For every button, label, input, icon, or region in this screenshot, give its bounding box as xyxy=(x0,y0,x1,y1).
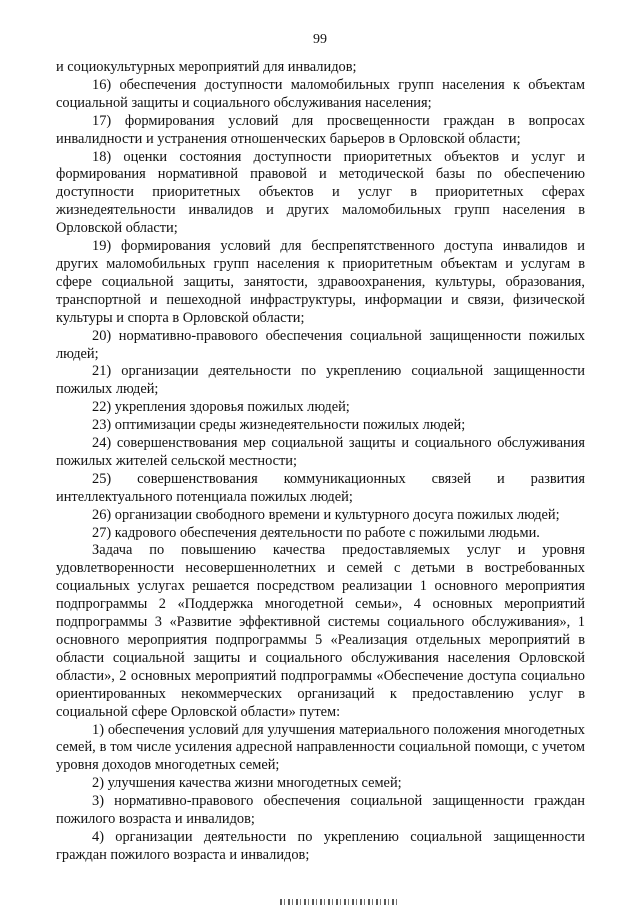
list-item-26: 26) организации свободного времени и культурного досуга пожилых людей; xyxy=(92,506,560,523)
list-item-17: 17) формирования условий для просвещенности граждан в вопросах инвалидности и устранения отношенческих барьеров в Орловской области; xyxy=(56,112,585,147)
page-number: 99 xyxy=(313,32,327,47)
list-item-20: 20) нормативно-правового обеспечения социальной защищенности пожилых людей; xyxy=(56,327,585,362)
list-item-23: 23) оптимизации среды жизнедеятельности пожилых людей; xyxy=(92,417,466,434)
list-item-24: 24) совершенствования мер социальной защиты и социального обслуживания пожилых жителей сельской местности; xyxy=(56,435,585,469)
list-item-19: 19) формирования условий для беспрепятственного доступа инвалидов и других маломобильных групп населения к приоритетным объектам и услугам в сфере социальной защиты, занятости, здравоохранения, культуры, образования, транспортной и пешеходной инфраструктуры, информации и связи, физической культуры и спорта в Орловской области; xyxy=(56,238,585,326)
task-item-1: 1) обеспечения условий для улучшения материального положения многодетных семей, в том числе усиления адресной направленности социальной помощи, с учетом уровня доходов многодетных семей; xyxy=(56,721,585,774)
scan-artifact xyxy=(280,899,400,905)
list-item-21: 21) организации деятельности по укреплению социальной защищенности пожилых людей; xyxy=(56,363,585,398)
task-item-3: 3) нормативно-правового обеспечения социальной защищенности граждан пожилого возраста и инвалидов; xyxy=(56,793,585,828)
list-item-18: 18) оценки состояния доступности приоритетных объектов и услуг и формирования нормативной правовой и методической базы по обеспечению доступности приоритетных объектов и услуг в приоритетных сферах жизнедеятельности инвалидов и других маломобильных групп населения в Орловской области; xyxy=(56,148,585,237)
task-item-4: 4) организации деятельности по укреплению социальной защищенности граждан пожилого возраста и инвалидов; xyxy=(56,828,585,863)
list-item-27: 27) кадрового обеспечения деятельности по работе с пожилыми людьми. xyxy=(92,524,540,541)
list-item-25: 25) совершенствования коммуникационных связей и развития интеллектуального потенциала пожилых людей; xyxy=(56,470,585,505)
document-body xyxy=(56,59,585,865)
list-item-22: 22) укрепления здоровья пожилых людей; xyxy=(92,399,350,416)
task-item-2: 2) улучшения качества жизни многодетных семей; xyxy=(92,775,402,792)
task-paragraph: Задача по повышению качества предоставляемых услуг и уровня удовлетворенности несовершеннолетних и семей с детьми в востребованных социальных услугах решается посредством реализации 1 основного мероприятия подпрограммы 2 «Поддержка многодетной семьи», 4 основных мероприятий подпрограммы 3 «Развитие эффективной системы социального обслуживания», 1 основного мероприятия подпрограммы 5 «Реализация отдельных мероприятий в области социальной защиты и социального обслуживания населения Орловской области», 2 основных мероприятий подпрограммы «Обеспечение доступа социально ориентированных некоммерческих организаций к предоставлению услуг в социальной сфере Орловской области» путем: xyxy=(56,542,585,720)
list-item-16: 16) обеспечения доступности маломобильных групп населения к объектам социальной защиты и социального обслуживания населения; xyxy=(56,76,585,111)
paragraph-continuation: и социокультурных мероприятий для инвалидов; xyxy=(56,59,357,75)
